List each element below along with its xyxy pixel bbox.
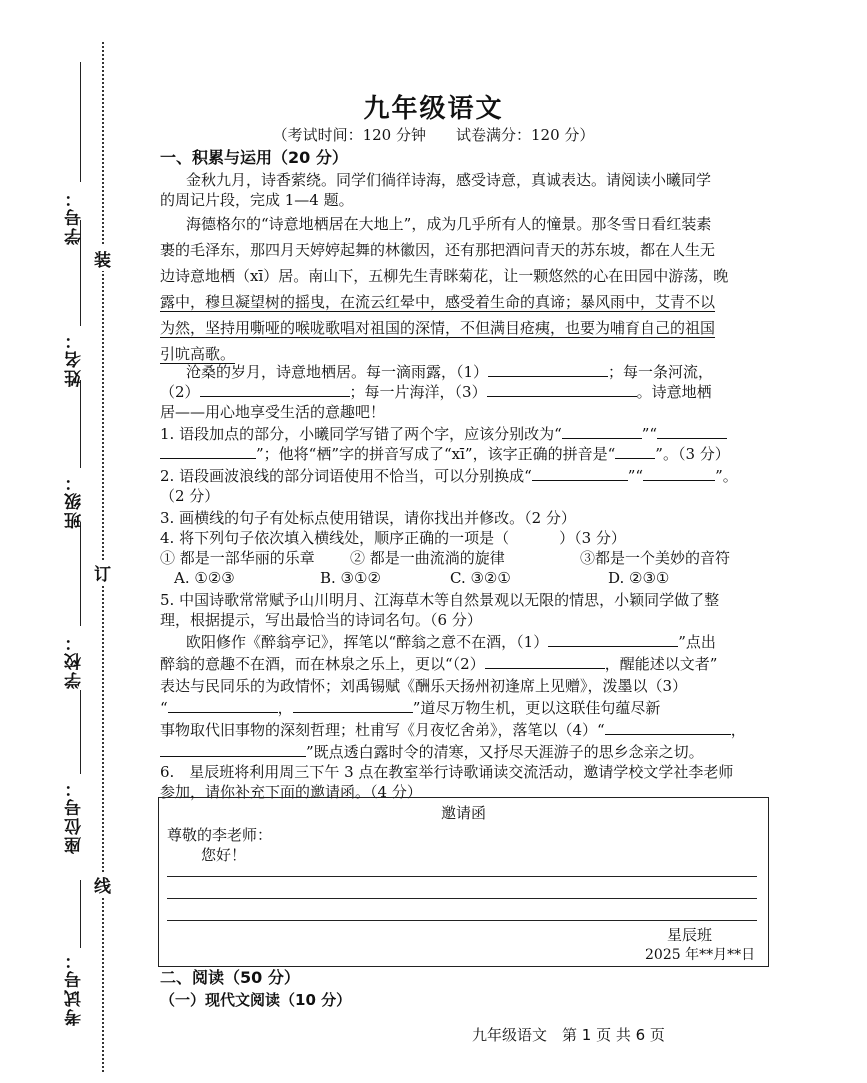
- q5-blank-4a[interactable]: [605, 720, 731, 735]
- q1-blank-b-cont[interactable]: [160, 444, 256, 459]
- q5-para: [160, 654, 717, 674]
- q1-text: 1. 语段加点的部分，小曦同学写错了两个字，应该分别改为“: [160, 425, 562, 443]
- exam-info: （考试时间：120 分钟 试卷满分：120 分）: [272, 126, 595, 144]
- question-3: 3. 画横线的句子有处标点使用错误，请你找出并修改。（2 分）: [160, 509, 576, 527]
- bind-char-ding: 订: [94, 560, 111, 585]
- q5-text: ”道尽万物生机，更以这联佳句蕴尽新: [412, 699, 661, 717]
- q2-text: ”。: [715, 467, 738, 485]
- q2-score: （2 分）: [160, 487, 220, 505]
- q4-option-d[interactable]: D. ②③①: [608, 569, 670, 587]
- school-field[interactable]: [80, 522, 81, 626]
- q4-option-a[interactable]: A. ①②③: [174, 569, 235, 587]
- write-line[interactable]: [167, 920, 757, 921]
- section1-heading: 一、积累与运用（20 分）: [160, 148, 348, 167]
- class-field[interactable]: [80, 380, 81, 468]
- q4-option-b[interactable]: B. ③①②: [320, 569, 381, 587]
- page-title: 九年级语文: [363, 94, 504, 124]
- intro-line: 金秋九月，诗香萦绕。同学们徜徉诗海，感受诗意，真诚表达。请阅读小曦同学: [186, 171, 712, 189]
- answer-blank-3[interactable]: [487, 382, 637, 397]
- invitation-box[interactable]: [158, 797, 769, 967]
- question-2: [160, 466, 738, 486]
- q5-text: 事物取代旧事物的深刻哲理；杜甫写《月夜忆舍弟》，落笔以（4）“: [160, 721, 605, 739]
- q5-para: [160, 720, 746, 740]
- write-line[interactable]: [167, 876, 757, 877]
- passage-line: 海德格尔的“诗意地栖居在大地上”，成为几乎所有人的憧景。那冬雪日看红装素: [186, 215, 712, 233]
- answer-blank-1[interactable]: [488, 362, 608, 377]
- q4-item: ③都是一个美妙的音符: [580, 549, 731, 567]
- section2-heading: 二、阅读（50 分）: [160, 968, 300, 987]
- q5-blank-4b[interactable]: [160, 742, 306, 757]
- bind-char-xian: 线: [94, 872, 111, 897]
- q1-blank-b[interactable]: [657, 424, 727, 439]
- q5-blank-1[interactable]: [548, 632, 678, 647]
- student-no-label: 学号：: [65, 188, 85, 245]
- q1-text: ”。（3 分）: [655, 445, 730, 463]
- q5-blank-2[interactable]: [485, 654, 605, 669]
- passage-continuation: [186, 362, 713, 382]
- invitation-date: 2025 年**月**日: [645, 947, 756, 963]
- q4-text: ）（3 分）: [559, 529, 626, 547]
- q2-blank-b[interactable]: [643, 466, 715, 481]
- q2-blank-a[interactable]: [532, 466, 628, 481]
- question-4: [160, 528, 626, 548]
- passage-line-underlined: 为然，坚持用嘶哑的喉咙歌唱对祖国的深情，不但满目疮痍，也要为哺育自己的祖国: [160, 319, 716, 337]
- question-1-cont: [160, 444, 730, 464]
- q4-option-c[interactable]: C. ③②①: [450, 569, 511, 587]
- invitation-hello: 您好！: [201, 846, 247, 864]
- answer-blank-2[interactable]: [200, 382, 350, 397]
- q5-para: [186, 632, 716, 652]
- passage-continuation: 居——用心地享受生活的意趣吧！: [160, 403, 386, 421]
- question-6: 6. 星辰班将利用周三下午 3 点在教室举行诗歌诵读交流活动，邀请学校文学社李老师: [160, 763, 734, 781]
- cont-text: ；每一片海洋，（3）: [349, 383, 487, 401]
- passage-continuation: [160, 382, 712, 402]
- q5-text: ，: [277, 699, 293, 717]
- name-label: 姓名：: [65, 330, 85, 387]
- q5-text: “: [160, 699, 168, 717]
- binding-dotted-line: [102, 42, 104, 1072]
- seat-no-field[interactable]: [80, 690, 81, 774]
- q5-para: [160, 742, 704, 762]
- passage-line-underlined: 露中，穆旦凝望树的摇曳，在流云红晕中，感受着生命的真谛；暴风雨中，艾青不以: [160, 293, 716, 311]
- question-1: [160, 424, 727, 444]
- q2-text: ”“: [627, 467, 644, 485]
- q5-blank-3b[interactable]: [293, 698, 413, 713]
- q2-text: 2. 语段画波浪线的部分词语使用不恰当，可以分别换成“: [160, 467, 532, 485]
- write-line[interactable]: [167, 898, 757, 899]
- intro-line: 的周记片段，完成 1—4 题。: [160, 191, 354, 209]
- page-footer: 九年级语文 第 1 页 共 6 页: [472, 1026, 665, 1044]
- cont-text: （2）: [160, 383, 200, 401]
- passage-line-underlined: 引吭高歌。: [160, 345, 236, 363]
- q5-text: ，: [730, 721, 746, 739]
- q5-text: ”既点透白露时令的清寒，又抒尽天涯游子的思乡念亲之切。: [306, 743, 704, 761]
- invitation-greeting: 尊敬的李老师：: [167, 826, 273, 844]
- q5-para: [160, 698, 660, 718]
- passage-line: 裹的毛泽东，那四月天婷婷起舞的林徽因，还有那把酒问青天的苏东坡，都在人生无: [160, 241, 716, 259]
- q4-item: ② 都是一曲流淌的旋律: [350, 549, 505, 567]
- cont-text: 沧桑的岁月，诗意地栖居。每一滴雨露，（1）: [186, 363, 489, 381]
- passage-line: 边诗意地栖（xī）居。南山下，五柳先生青眯菊花，让一颗悠然的心在田园中游荡，晚: [160, 267, 729, 285]
- q1-blank-c[interactable]: [615, 444, 655, 459]
- question-6: 参加，请你补充下面的邀请函。（4 分）: [160, 783, 422, 801]
- q1-text: ”“: [641, 425, 658, 443]
- section2-subheading: （一）现代文阅读（10 分）: [160, 991, 352, 1009]
- cont-text: 。诗意地栖: [636, 383, 712, 401]
- bind-char-zhuang: 装: [94, 246, 111, 271]
- q1-text: ”；他将“栖”字的拼音写成了“xī”，该字正确的拼音是“: [256, 445, 616, 463]
- q5-text: 欧阳修作《醉翁亭记》，挥笔以“醉翁之意不在酒，（1）: [186, 633, 549, 651]
- q5-text: ”点出: [678, 633, 716, 651]
- q5-text: 醉翁的意趣不在酒，而在林泉之乐上，更以“（2）: [160, 655, 485, 673]
- question-5: 5. 中国诗歌常常赋予山川明月、江海草木等自然景观以无限的情思，小颖同学做了整: [160, 591, 720, 609]
- exam-no-field[interactable]: [80, 880, 81, 948]
- q5-text: ，醒能述以文者”: [604, 655, 718, 673]
- q4-text: 4. 将下列句子依次填入横线处，顺序正确的一项是（: [160, 529, 510, 547]
- cont-text: ；每一条河流，: [608, 363, 714, 381]
- school-label: 学校：: [65, 632, 85, 689]
- class-label: 班级：: [65, 472, 85, 529]
- q5-para: 表达与民同乐的为政情怀；刘禹锡赋《酬乐天扬州初逢席上见赠》，泼墨以（3）: [160, 677, 688, 695]
- question-5: 理，根据提示，写出最恰当的诗词名句。（6 分）: [160, 611, 482, 629]
- q5-blank-3a[interactable]: [168, 698, 278, 713]
- q4-item: ① 都是一部华丽的乐章: [160, 549, 315, 567]
- invitation-title: 邀请函: [440, 804, 486, 822]
- exam-no-label: 考试号：: [65, 950, 85, 1026]
- q1-blank-a[interactable]: [562, 424, 642, 439]
- seat-no-label: 座位号：: [65, 778, 85, 854]
- invitation-signature: 星辰班: [667, 926, 713, 944]
